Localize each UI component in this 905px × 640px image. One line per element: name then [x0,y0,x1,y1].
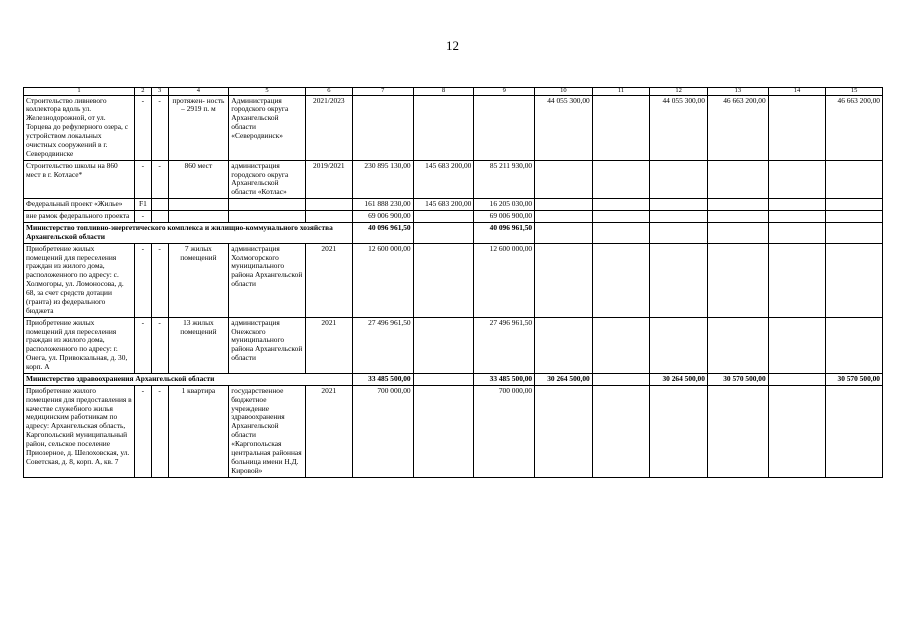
amount-cell [650,317,708,373]
period-cell: 2021/2023 [305,95,352,160]
amount-cell [826,385,883,477]
period-cell [305,199,352,211]
period-cell: 2021 [305,243,352,317]
amount-cell: 161 888 230,00 [352,199,413,211]
code-cell: F1 [135,199,152,211]
object-name-cell: Строительство школы на 860 мест в г. Котласе* [24,160,135,199]
column-number: 12 [650,88,708,96]
amount-cell [592,373,650,385]
code-cell: - [151,385,168,477]
customer-cell: Администрация городского округа Архангельской области «Северодвинск» [229,95,305,160]
amount-cell [413,222,474,243]
amount-cell [768,95,826,160]
column-number: 10 [535,88,593,96]
column-number: 1 [24,88,135,96]
table-row [24,385,883,477]
amount-cell: 30 570 500,00 [707,373,768,385]
object-name-cell: Федеральный проект «Жилье» [24,199,135,211]
customer-cell [229,211,305,223]
amount-cell [535,222,593,243]
amount-cell: 40 096 961,50 [474,222,535,243]
page-number: 12 [446,38,459,53]
amount-cell: 27 496 961,50 [352,317,413,373]
amount-cell: 30 264 500,00 [650,373,708,385]
code-cell: - [135,95,152,160]
column-number: 13 [707,88,768,96]
table-row [24,317,883,373]
amount-cell: 46 663 200,00 [826,95,883,160]
table-row [24,243,883,317]
section-title: Министерство топливно-энергетического комплекса и жилищно-коммунального хозяйства Архангельской области [24,222,353,243]
amount-cell [826,243,883,317]
amount-cell [413,95,474,160]
amount-cell [707,199,768,211]
object-name-cell: Приобретение жилого помещения для предоставления в качестве служебного жилья медицинским работникам по адресу: Архангельская область, Каргопольский муниципальный район, сельское поселение Приозерное, д. Шелоховская, ул. Советская, д. 8, корп. А, кв. 7 [24,385,135,477]
amount-cell [768,222,826,243]
amount-cell [592,160,650,199]
capacity-cell [168,211,229,223]
amount-cell: 33 485 500,00 [352,373,413,385]
capacity-cell: 860 мест [168,160,229,199]
amount-cell [592,243,650,317]
table-row [24,160,883,199]
column-number: 5 [229,88,305,96]
amount-cell: 12 600 000,00 [474,243,535,317]
section-row [24,222,883,243]
object-name-cell: вне рамок федерального проекта [24,211,135,223]
object-name-cell: Приобретение жилых помещений для переселения граждан из жилого дома, расположенного по адресу: с. Холмогоры, ул. Ломоносова, д. 68, за счет средств дотации (гранта) из федерального бюджета [24,243,135,317]
amount-cell: 44 055 300,00 [535,95,593,160]
capacity-cell: протяжен- ность – 2919 п. м [168,95,229,160]
capacity-cell [168,199,229,211]
table-row [24,95,883,160]
amount-cell [826,160,883,199]
amount-cell [768,199,826,211]
subtotal-row [24,211,883,223]
amount-cell [592,222,650,243]
amount-cell: 33 485 500,00 [474,373,535,385]
capacity-cell: 1 квартира [168,385,229,477]
column-number: 6 [305,88,352,96]
amount-cell: 16 205 030,00 [474,199,535,211]
amount-cell [768,317,826,373]
period-cell: 2019/2021 [305,160,352,199]
amount-cell [707,317,768,373]
amount-cell [592,211,650,223]
customer-cell [229,199,305,211]
amount-cell [650,222,708,243]
amount-cell [413,385,474,477]
amount-cell [707,222,768,243]
code-cell: - [135,211,152,223]
code-cell [151,211,168,223]
column-number: 9 [474,88,535,96]
amount-cell [650,243,708,317]
amount-cell [352,95,413,160]
amount-cell [413,317,474,373]
capacity-cell: 7 жилых помещений [168,243,229,317]
amount-cell: 30 570 500,00 [826,373,883,385]
column-number: 7 [352,88,413,96]
amount-cell [826,222,883,243]
column-number: 15 [826,88,883,96]
amount-cell: 700 000,00 [474,385,535,477]
budget-table [23,87,883,478]
amount-cell [592,95,650,160]
code-cell: - [151,160,168,199]
period-cell: 2021 [305,385,352,477]
amount-cell [535,211,593,223]
code-cell: - [151,317,168,373]
amount-cell: 12 600 000,00 [352,243,413,317]
code-cell: - [135,160,152,199]
amount-cell [707,385,768,477]
section-title: Министерство здравоохранения Архангельской области [24,373,353,385]
amount-cell: 69 006 900,00 [352,211,413,223]
amount-cell [413,243,474,317]
customer-cell: государственное бюджетное учреждение здравоохранения Архангельской области «Каргопольская центральная районная больница имени Н.Д. Кировой» [229,385,305,477]
amount-cell [650,199,708,211]
column-number-row [24,88,883,96]
period-cell [305,211,352,223]
amount-cell [768,385,826,477]
column-number: 14 [768,88,826,96]
subtotal-row [24,199,883,211]
amount-cell [826,211,883,223]
amount-cell [707,211,768,223]
amount-cell [535,243,593,317]
amount-cell: 44 055 300,00 [650,95,708,160]
code-cell [151,199,168,211]
customer-cell: администрация Холмогорского муниципального района Архангельской области [229,243,305,317]
amount-cell: 700 000,00 [352,385,413,477]
amount-cell [535,317,593,373]
amount-cell [826,317,883,373]
amount-cell: 85 211 930,00 [474,160,535,199]
capacity-cell: 13 жилых помещений [168,317,229,373]
amount-cell: 230 895 130,00 [352,160,413,199]
code-cell: - [135,317,152,373]
code-cell: - [151,243,168,317]
object-name-cell: Приобретение жилых помещений для переселения граждан из жилого дома, расположенного по адресу: г. Онега, ул. Привокзальная, д. 30, корп. А [24,317,135,373]
amount-cell [535,199,593,211]
code-cell: - [135,243,152,317]
amount-cell: 145 683 200,00 [413,160,474,199]
amount-cell [650,385,708,477]
amount-cell [592,317,650,373]
amount-cell: 40 096 961,50 [352,222,413,243]
code-cell: - [151,95,168,160]
code-cell: - [135,385,152,477]
column-number: 2 [135,88,152,96]
amount-cell [413,373,474,385]
amount-cell [535,160,593,199]
amount-cell [650,160,708,199]
section-row [24,373,883,385]
amount-cell [768,243,826,317]
column-number: 4 [168,88,229,96]
column-number: 11 [592,88,650,96]
period-cell: 2021 [305,317,352,373]
object-name-cell: Строительство ливневого коллектора вдоль ул. Железнодорожной, от ул. Торцева до рефулерного озера, с устройством локальных очистных сооружений в г. Северодвинске [24,95,135,160]
amount-cell [768,160,826,199]
amount-cell [592,385,650,477]
amount-cell [707,160,768,199]
customer-cell: администрация городского округа Архангельской области «Котлас» [229,160,305,199]
amount-cell: 30 264 500,00 [535,373,593,385]
customer-cell: администрация Онежского муниципального района Архангельской области [229,317,305,373]
amount-cell: 145 683 200,00 [413,199,474,211]
amount-cell [707,243,768,317]
amount-cell [650,211,708,223]
amount-cell [592,199,650,211]
amount-cell: 46 663 200,00 [707,95,768,160]
amount-cell [768,211,826,223]
column-number: 3 [151,88,168,96]
amount-cell [535,385,593,477]
amount-cell [768,373,826,385]
amount-cell [826,199,883,211]
amount-cell: 69 006 900,00 [474,211,535,223]
amount-cell [413,211,474,223]
amount-cell: 27 496 961,50 [474,317,535,373]
amount-cell [474,95,535,160]
column-number: 8 [413,88,474,96]
